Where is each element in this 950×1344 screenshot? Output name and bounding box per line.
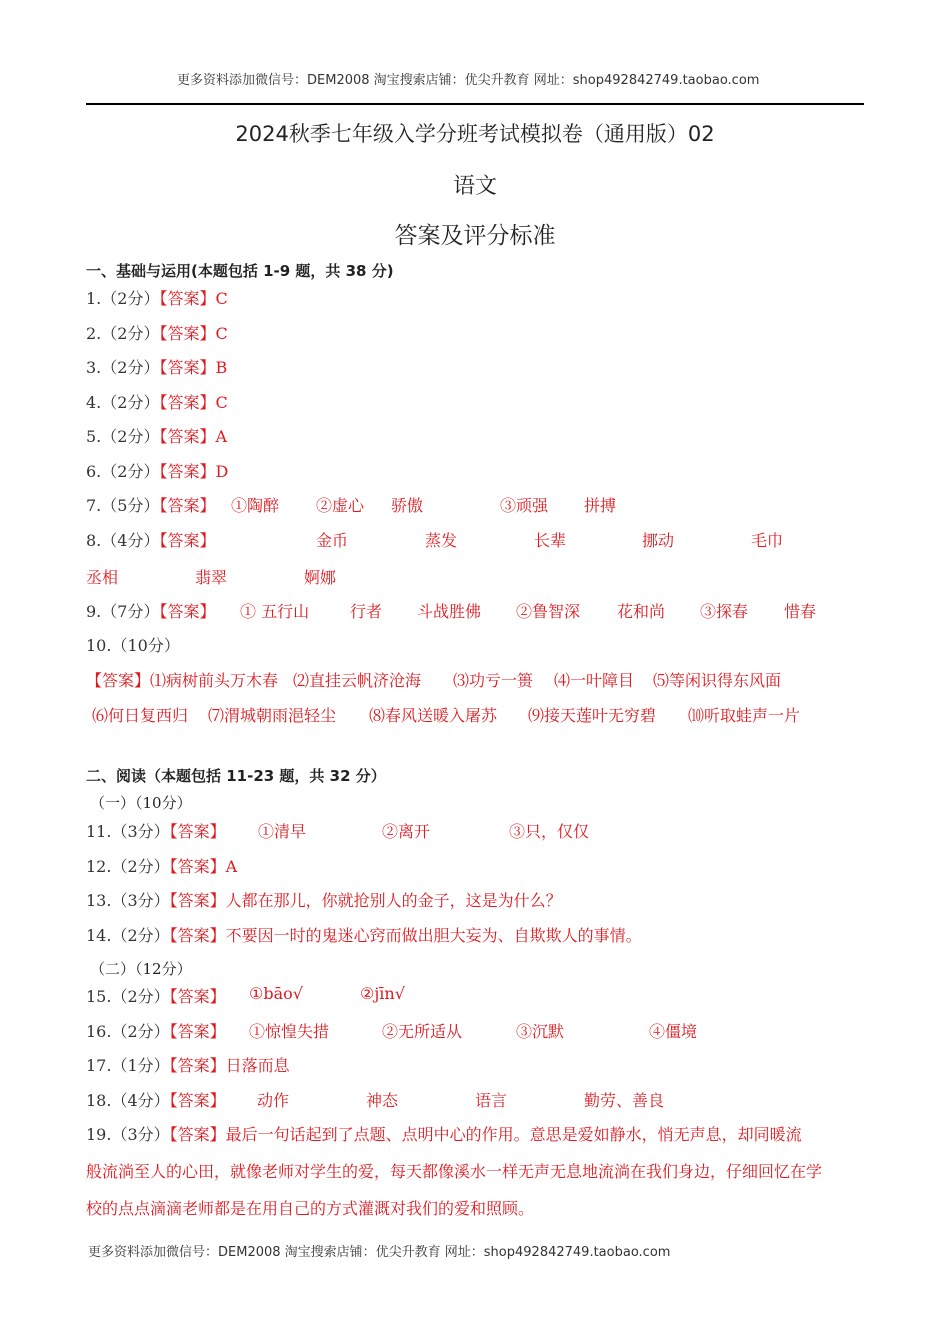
answer-q7-lead: [86, 493, 215, 516]
q8-word-5: 毛巾: [751, 531, 784, 550]
q-points: （4分）: [111, 1091, 170, 1110]
answer-q11-lead: [86, 819, 226, 842]
q10-answer-10: ⑽听取蛙声一片: [688, 706, 801, 725]
q-points: （4分）: [101, 531, 160, 550]
answer-tag: 【答案】: [86, 671, 151, 690]
answer-q10-lead: [86, 633, 180, 656]
q10-answer-5: ⑸等闲识得东风面: [653, 671, 782, 690]
q11-answer-3: ③只，仅仅: [509, 822, 590, 841]
q-points: （3分）: [111, 1125, 170, 1144]
section1-heading: 一、基础与运用(本题包括 1-9 题，共 38 分): [86, 262, 394, 280]
q-number: 1.: [86, 289, 102, 308]
q15-answer-1: ①bāo√: [249, 984, 303, 1003]
q15-answer-2: ②jīn√: [360, 984, 405, 1003]
answer-tag: 【答案】: [159, 358, 216, 377]
answer-tag: 【答案】: [169, 1056, 226, 1075]
answer-tag: 【答案】: [169, 987, 226, 1006]
q8-word-3: 长辈: [534, 531, 567, 550]
answer-q8-lead: [86, 528, 215, 551]
q-number: 11.: [86, 822, 112, 841]
answer-q6: [86, 459, 228, 482]
answer-q17: [86, 1053, 290, 1076]
q10-answer-6: ⑹何日复西归: [92, 706, 189, 725]
page-footer-text: 更多资料添加微信号：DEM2008 淘宝搜索店铺：优尖升教育 网址：shop492842749.taobao.com: [88, 1245, 671, 1260]
q-number: 3.: [86, 358, 102, 377]
q-number: 8.: [86, 531, 102, 550]
answer-q19-line2: 般流淌至人的心田，就像老师对学生的爱，每天都像溪水一样无声无息地流淌在我们身边，仔细回忆在学: [86, 1162, 823, 1181]
q-number: 5.: [86, 427, 102, 446]
q-points: （2分）: [111, 926, 170, 945]
answer-q5: [86, 424, 227, 447]
answer-q9-lead: [86, 599, 215, 622]
q-number: 9.: [86, 602, 102, 621]
q10-answer-3: ⑶功亏一篑: [453, 671, 534, 690]
q7-answer-3: 骄傲: [391, 496, 424, 515]
answer-tag: 【答案】: [169, 926, 226, 945]
q16-answer-4: ④僵境: [649, 1022, 698, 1041]
q-points: （5分）: [101, 496, 160, 515]
answer-text: 不要因一时的鬼迷心窍而做出胆大妄为、自欺欺人的事情。: [225, 926, 642, 945]
q7-answer-2: ②虚心: [316, 496, 365, 515]
subject-title: 语文: [452, 174, 497, 199]
q-number: 6.: [86, 462, 102, 481]
q-points: （10分）: [111, 636, 180, 655]
q9-answer-6: ③探春: [700, 602, 749, 621]
q-points: （2分）: [111, 857, 170, 876]
q9-answer-1: ① 五行山: [240, 602, 310, 621]
answer-text: C: [215, 289, 228, 308]
answer-text: 最后一句话起到了点题、点明中心的作用。意思是爱如静水，悄无声息，却同暖流: [225, 1125, 802, 1144]
q-points: （2分）: [101, 393, 160, 412]
q-points: （2分）: [101, 358, 160, 377]
q-points: （3分）: [111, 822, 170, 841]
q16-answer-2: ②无所适从: [382, 1022, 463, 1041]
answer-tag: 【答案】: [159, 531, 216, 550]
exam-title: 2024秋季七年级入学分班考试模拟卷（通用版）02: [235, 122, 715, 146]
answer-q19-line3: 校的点点滴滴老师都是在用自己的方式灌溉对我们的爱和照顾。: [86, 1199, 535, 1218]
part2-heading: （二）（12分）: [90, 960, 192, 978]
q16-answer-3: ③沉默: [516, 1022, 565, 1041]
answer-tag: 【答案】: [169, 822, 226, 841]
q8-word-4: 挪动: [642, 531, 675, 550]
q-number: 2.: [86, 324, 102, 343]
q18-answer-1: 动作: [257, 1091, 290, 1110]
q18-answer-2: 神态: [366, 1091, 399, 1110]
answer-text: D: [215, 462, 229, 481]
answer-text: 人都在那儿，你就抢别人的金子，这是为什么？: [225, 891, 562, 910]
answer-tag: 【答案】: [159, 393, 216, 412]
q-number: 15.: [86, 987, 112, 1006]
q10-answer-1: ⑴病树前头万木春: [150, 671, 279, 690]
answer-q18-lead: [86, 1088, 226, 1111]
answer-tag: 【答案】: [169, 1091, 226, 1110]
q9-answer-3: 斗战胜佛: [417, 602, 482, 621]
answer-q13: [86, 888, 562, 911]
answer-tag: 【答案】: [169, 1125, 226, 1144]
q10-answer-9: ⑼接天莲叶无穷碧: [528, 706, 657, 725]
q8-word-6: 丞相: [86, 568, 119, 587]
answer-tag: 【答案】: [169, 1022, 226, 1041]
q9-answer-7: 惜春: [784, 602, 817, 621]
answer-q3: [86, 355, 227, 378]
q9-answer-5: 花和尚: [617, 602, 666, 621]
q9-answer-4: ②鲁智深: [516, 602, 581, 621]
answer-text: A: [215, 427, 228, 446]
q-points: （2分）: [111, 1022, 170, 1041]
answer-q2: [86, 321, 228, 344]
answer-tag: 【答案】: [159, 462, 216, 481]
q10-line-1: [86, 668, 150, 691]
q-number: 17.: [86, 1056, 112, 1075]
q-points: （3分）: [111, 891, 170, 910]
q16-answer-1: ①惊惶失措: [249, 1022, 330, 1041]
q8-word-2: 蒸发: [425, 531, 458, 550]
q-number: 18.: [86, 1091, 112, 1110]
q-number: 19.: [86, 1125, 112, 1144]
answer-tag: 【答案】: [169, 857, 226, 876]
section2-heading: 二、阅读（本题包括 11-23 题，共 32 分）: [86, 767, 386, 785]
answer-tag: 【答案】: [169, 891, 226, 910]
answer-tag: 【答案】: [159, 496, 216, 515]
q-number: 12.: [86, 857, 112, 876]
q-points: （7分）: [101, 602, 160, 621]
answer-q15-lead: [86, 984, 226, 1007]
answer-text: A: [225, 857, 238, 876]
q10-answer-4: ⑷一叶障目: [554, 671, 635, 690]
answer-q19-line1: [86, 1122, 802, 1145]
answer-tag: 【答案】: [159, 427, 216, 446]
q7-answer-5: 拼搏: [584, 496, 617, 515]
answer-text: C: [215, 393, 228, 412]
answer-tag: 【答案】: [159, 602, 216, 621]
part1-heading: （一）（10分）: [90, 794, 192, 812]
page-header-text: 更多资料添加微信号：DEM2008 淘宝搜索店铺：优尖升教育 网址：shop492842749.taobao.com: [177, 73, 760, 88]
answer-q12: [86, 854, 237, 877]
q-number: 7.: [86, 496, 102, 515]
q-number: 14.: [86, 926, 112, 945]
answer-text: C: [215, 324, 228, 343]
q10-answer-8: ⑻春风送暖入屠苏: [369, 706, 498, 725]
q11-answer-2: ②离开: [382, 822, 431, 841]
q-number: 16.: [86, 1022, 112, 1041]
q8-word-1: 金币: [316, 531, 349, 550]
q-points: （2分）: [111, 987, 170, 1006]
answer-q16-lead: [86, 1019, 226, 1042]
doc-title: 答案及评分标准: [394, 223, 556, 249]
answer-q1: [86, 286, 228, 309]
q7-answer-1: ①陶醉: [231, 496, 280, 515]
q10-answer-7: ⑺渭城朝雨浥轻尘: [208, 706, 337, 725]
q-points: （2分）: [101, 324, 160, 343]
q-number: 10.: [86, 636, 112, 655]
answer-text: B: [215, 358, 228, 377]
q-points: （2分）: [101, 462, 160, 481]
answer-tag: 【答案】: [159, 324, 216, 343]
q7-answer-4: ③顽强: [500, 496, 549, 515]
q8-word-8: 婀娜: [304, 568, 337, 587]
answer-text: 日落而息: [225, 1056, 290, 1075]
answer-q4: [86, 390, 228, 413]
q-number: 13.: [86, 891, 112, 910]
q18-answer-4: 勤劳、善良: [584, 1091, 665, 1110]
q11-answer-1: ①清早: [258, 822, 307, 841]
q9-answer-2: 行者: [350, 602, 383, 621]
q-number: 4.: [86, 393, 102, 412]
q-points: （1分）: [111, 1056, 170, 1075]
answer-q14: [86, 923, 642, 946]
header-rule: [86, 103, 864, 105]
q18-answer-3: 语言: [475, 1091, 508, 1110]
q10-answer-2: ⑵直挂云帆济沧海: [293, 671, 422, 690]
answer-tag: 【答案】: [159, 289, 216, 308]
q-points: （2分）: [101, 289, 160, 308]
q8-word-7: 翡翠: [195, 568, 228, 587]
q-points: （2分）: [101, 427, 160, 446]
